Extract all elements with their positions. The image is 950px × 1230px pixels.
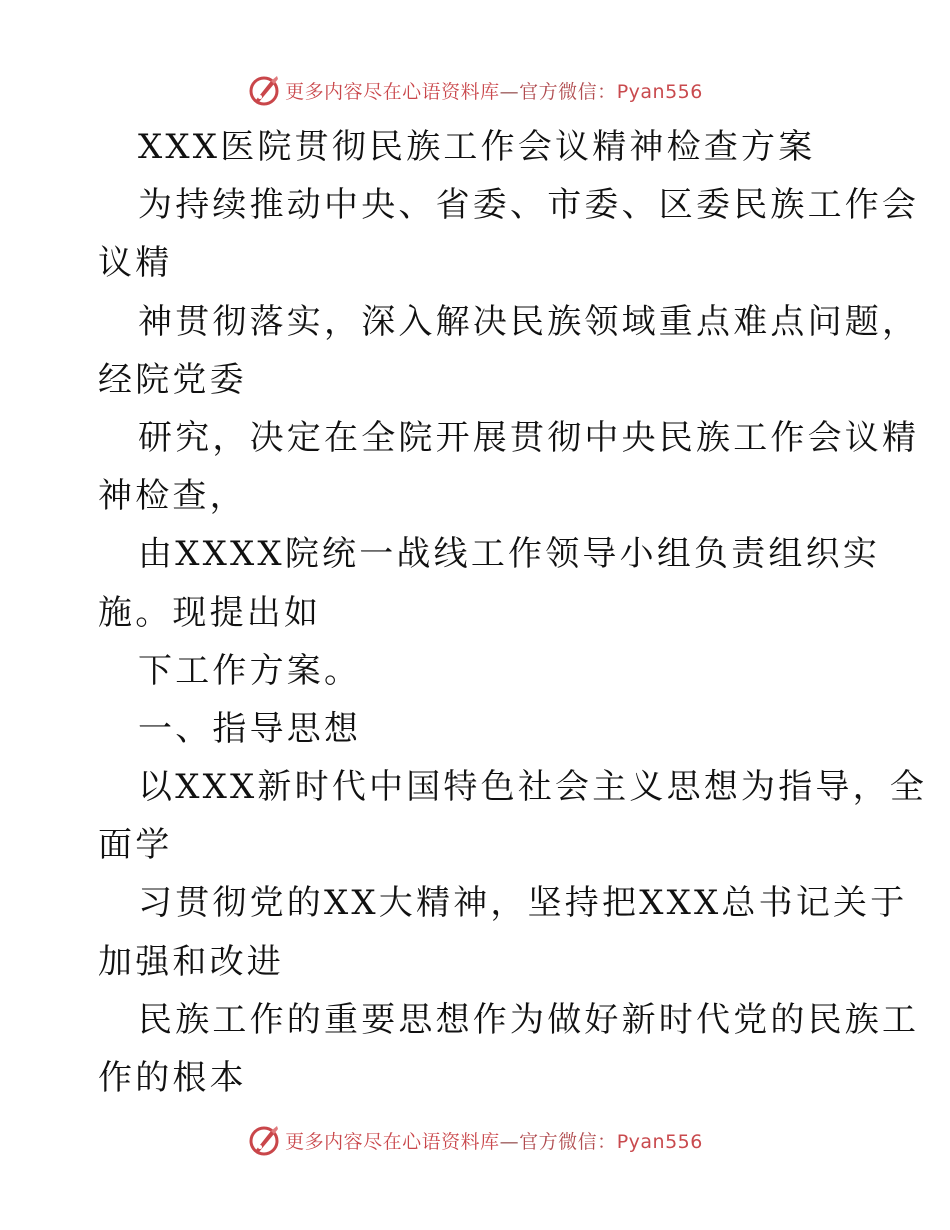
watermark-text: 更多内容尽在心语资料库—官方微信：Pyan556 xyxy=(285,1130,703,1153)
watermark-text: 更多内容尽在心语资料库—官方微信：Pyan556 xyxy=(285,80,703,103)
document-line: 研究，决定在全院开展贯彻中央民族工作会议精 xyxy=(138,417,920,458)
document-line: 习贯彻党的XX大精神，坚持把XXX总书记关于 xyxy=(138,883,908,924)
document-line: 加强和改进 xyxy=(98,941,284,982)
watermark-banner-top xyxy=(0,70,950,110)
document-line: 由XXXX院统一战线工作领导小组负责组织实 xyxy=(138,534,881,575)
document-line: 民族工作的重要思想作为做好新时代党的民族工 xyxy=(138,999,920,1040)
document-line: 下工作方案。 xyxy=(138,650,362,691)
document-line: 以XXX新时代中国特色社会主义思想为指导，全 xyxy=(138,767,928,808)
document-line: 施。现提出如 xyxy=(98,592,322,633)
document-line: 神贯彻落实，深入解决民族领域重点难点问题， xyxy=(138,301,920,342)
watermark-banner-bottom xyxy=(0,1120,950,1160)
document-line: 作的根本 xyxy=(98,1058,247,1098)
document-line: 为持续推动中央、省委、市委、区委民族工作会 xyxy=(138,185,920,226)
document-line: XXX医院贯彻民族工作会议精神检查方案 xyxy=(138,127,816,167)
document-line: 一、指导思想 xyxy=(138,708,362,749)
quill-pen-seal-icon xyxy=(247,1123,281,1157)
document-line: 议精 xyxy=(98,243,173,284)
quill-pen-seal-icon xyxy=(247,73,281,107)
document-line: 经院党委 xyxy=(98,359,247,400)
document-line: 面学 xyxy=(98,825,173,866)
document-body xyxy=(0,118,950,1107)
document-line: 神检查， xyxy=(98,476,247,517)
